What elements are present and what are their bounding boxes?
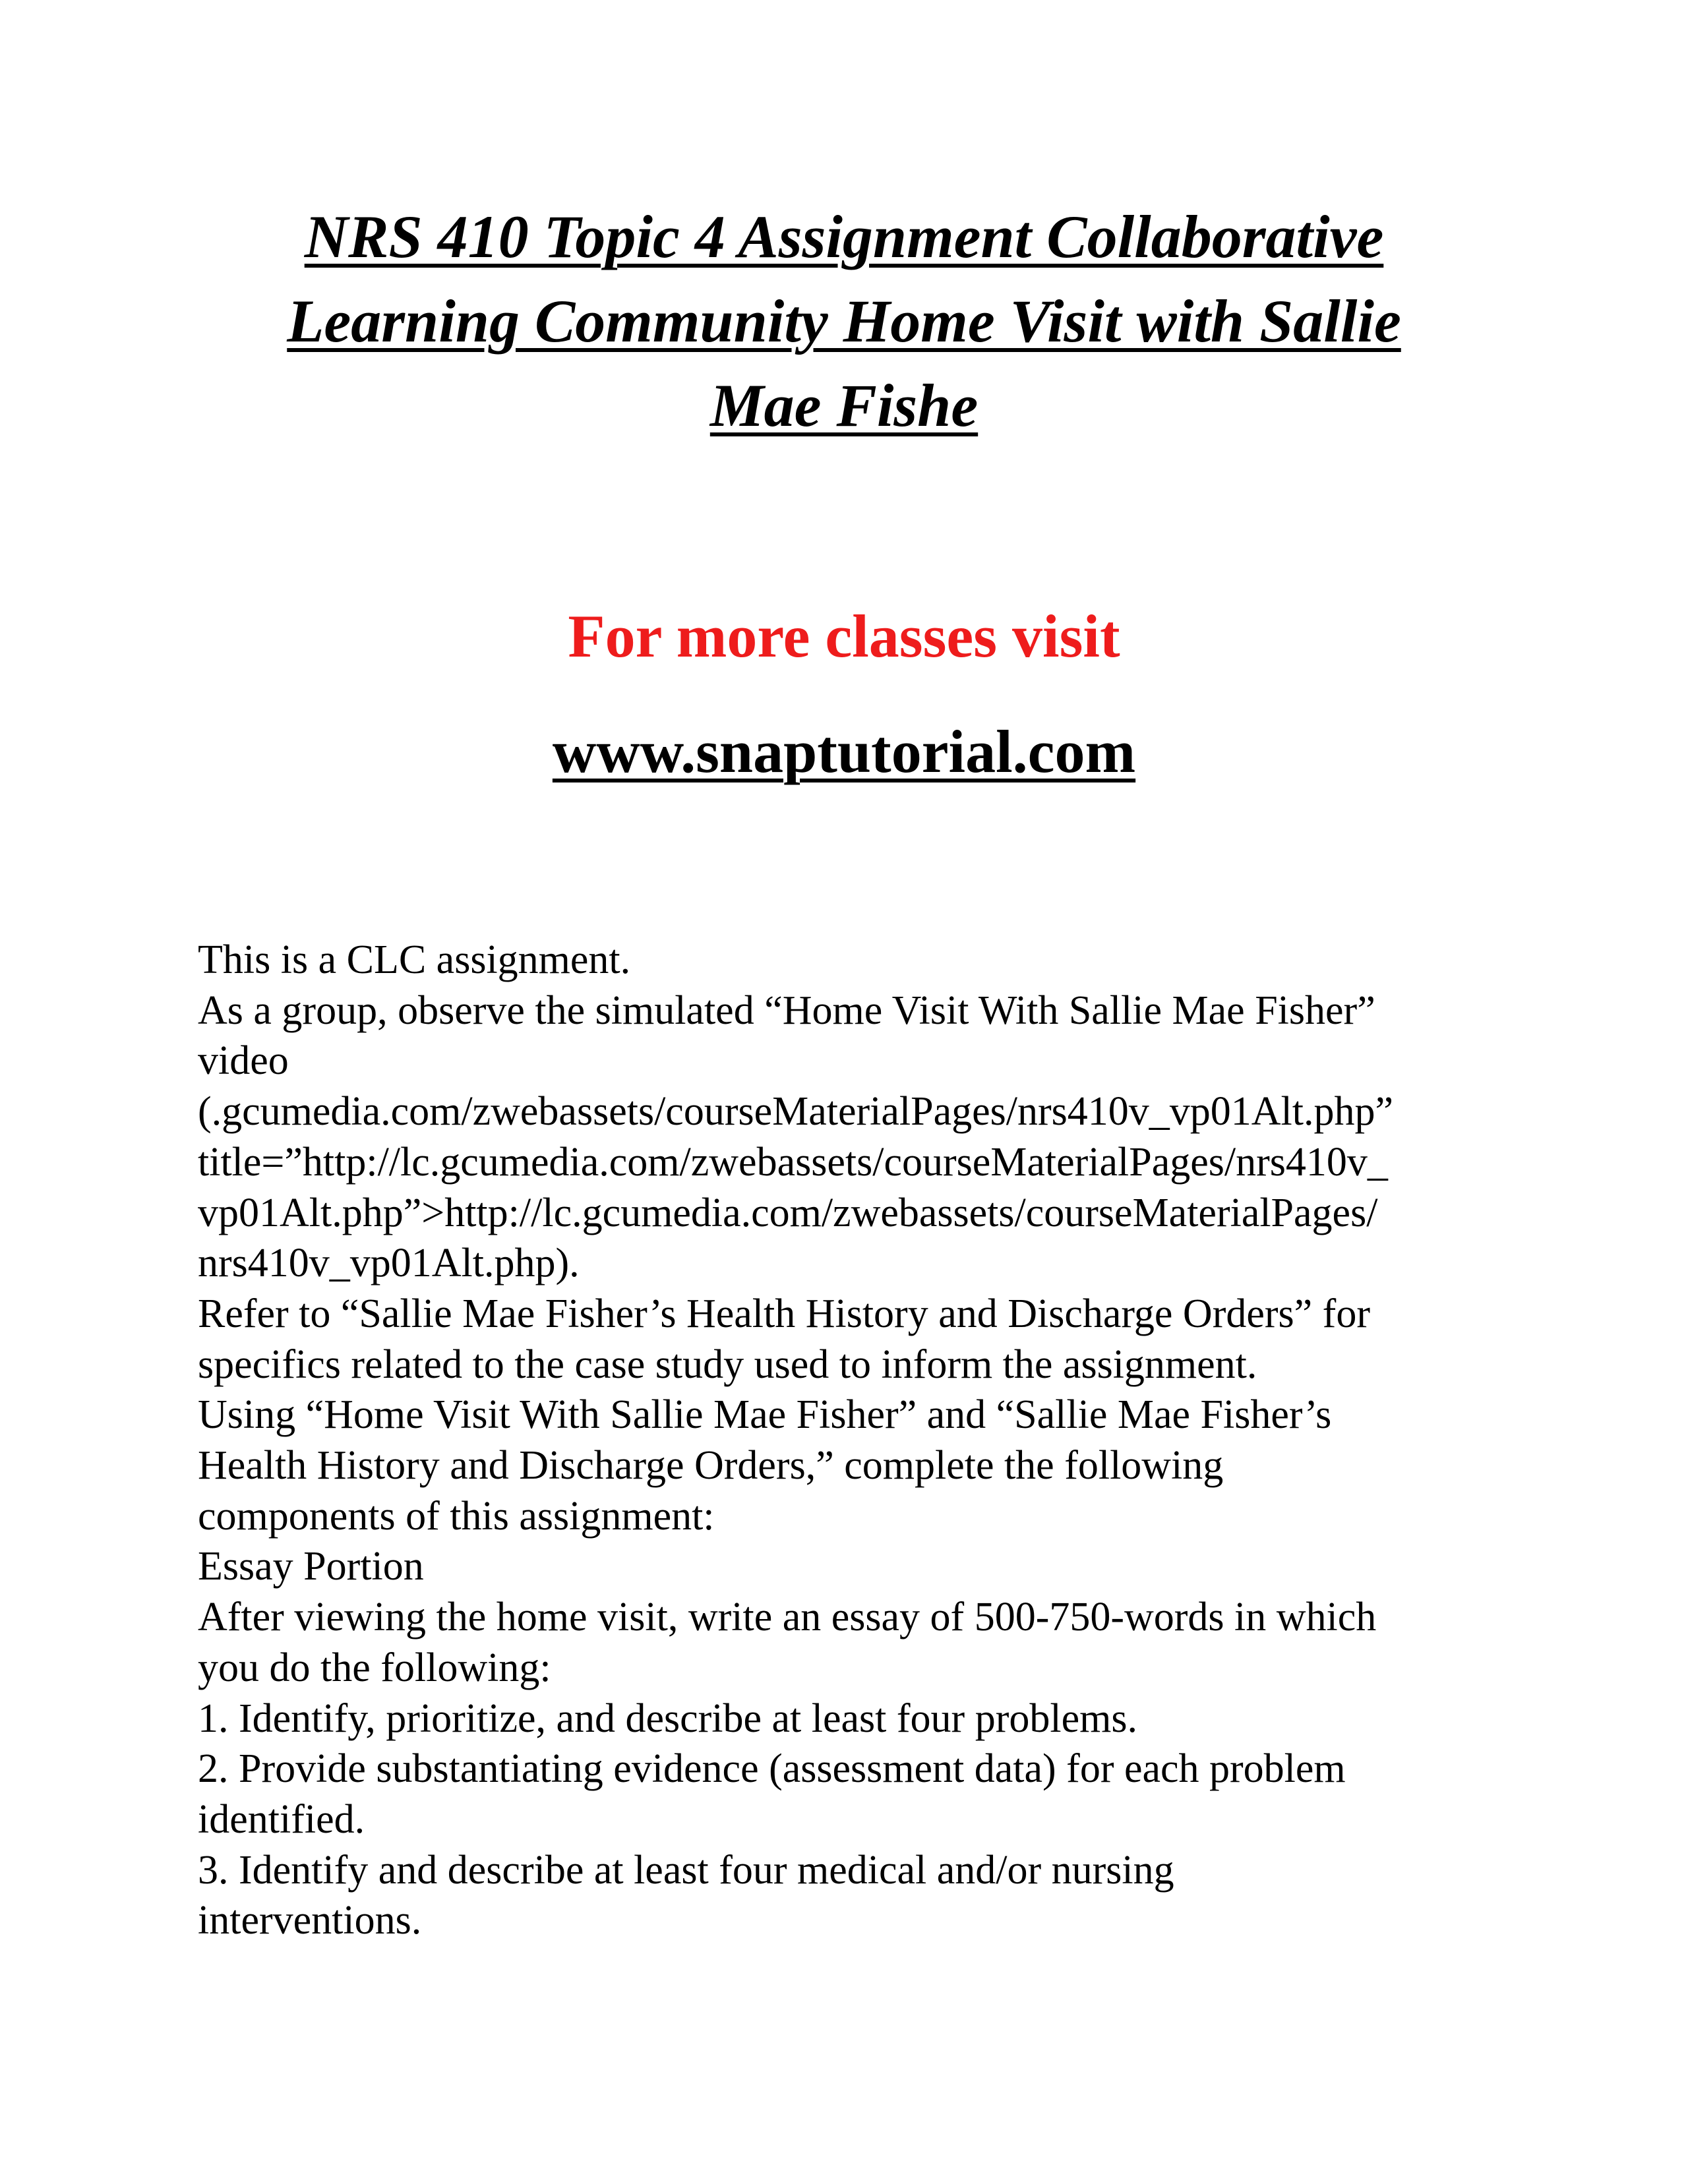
body-line: 1. Identify, prioritize, and describe at least four problems. <box>198 1696 1137 1741</box>
body-line: This is a CLC assignment. <box>198 937 631 982</box>
body-line: After viewing the home visit, write an essay of 500-750-words in which <box>198 1595 1377 1640</box>
body-line: components of this assignment: <box>198 1493 715 1539</box>
body-line: Health History and Discharge Orders,” complete the following <box>198 1443 1224 1489</box>
body-line: you do the following: <box>198 1645 551 1690</box>
title-line: Learning Community Home Visit with Sallie <box>287 287 1401 355</box>
title-line: NRS 410 Topic 4 Assignment Collaborative <box>304 203 1384 270</box>
website-link[interactable]: www.snaptutorial.com <box>552 718 1136 785</box>
body-line: identified. <box>198 1796 365 1842</box>
title-line: Mae Fishe <box>709 372 979 439</box>
body-line: title=”http://lc.gcumedia.com/zwebassets/courseMaterialPages/nrs410v_ <box>198 1139 1388 1185</box>
body-line: vp01Alt.php”>http://lc.gcumedia.com/zwebassets/courseMaterialPages/ <box>198 1190 1378 1235</box>
document-title <box>218 194 1470 448</box>
body-line: Essay Portion <box>198 1544 424 1589</box>
body-line: nrs410v_vp01Alt.php). <box>198 1241 580 1286</box>
body-line: 2. Provide substantiating evidence (assessment data) for each problem <box>198 1746 1346 1792</box>
promo-text: For more classes visit <box>568 603 1120 670</box>
body-text <box>198 935 1503 1946</box>
body-line: Refer to “Sallie Mae Fisher’s Health History and Discharge Orders” for <box>198 1291 1370 1336</box>
body-line: video <box>198 1038 289 1084</box>
body-line: As a group, observe the simulated “Home Visit With Sallie Mae Fisher” <box>198 988 1375 1033</box>
body-line: 3. Identify and describe at least four medical and/or nursing <box>198 1847 1174 1893</box>
body-line: interventions. <box>198 1898 422 1943</box>
body-line: specifics related to the case study used to inform the assignment. <box>198 1342 1257 1387</box>
body-line: (.gcumedia.com/zwebassets/courseMaterialPages/nrs410v_vp01Alt.php” <box>198 1089 1394 1135</box>
body-line: Using “Home Visit With Sallie Mae Fisher” and “Sallie Mae Fisher’s <box>198 1392 1332 1438</box>
